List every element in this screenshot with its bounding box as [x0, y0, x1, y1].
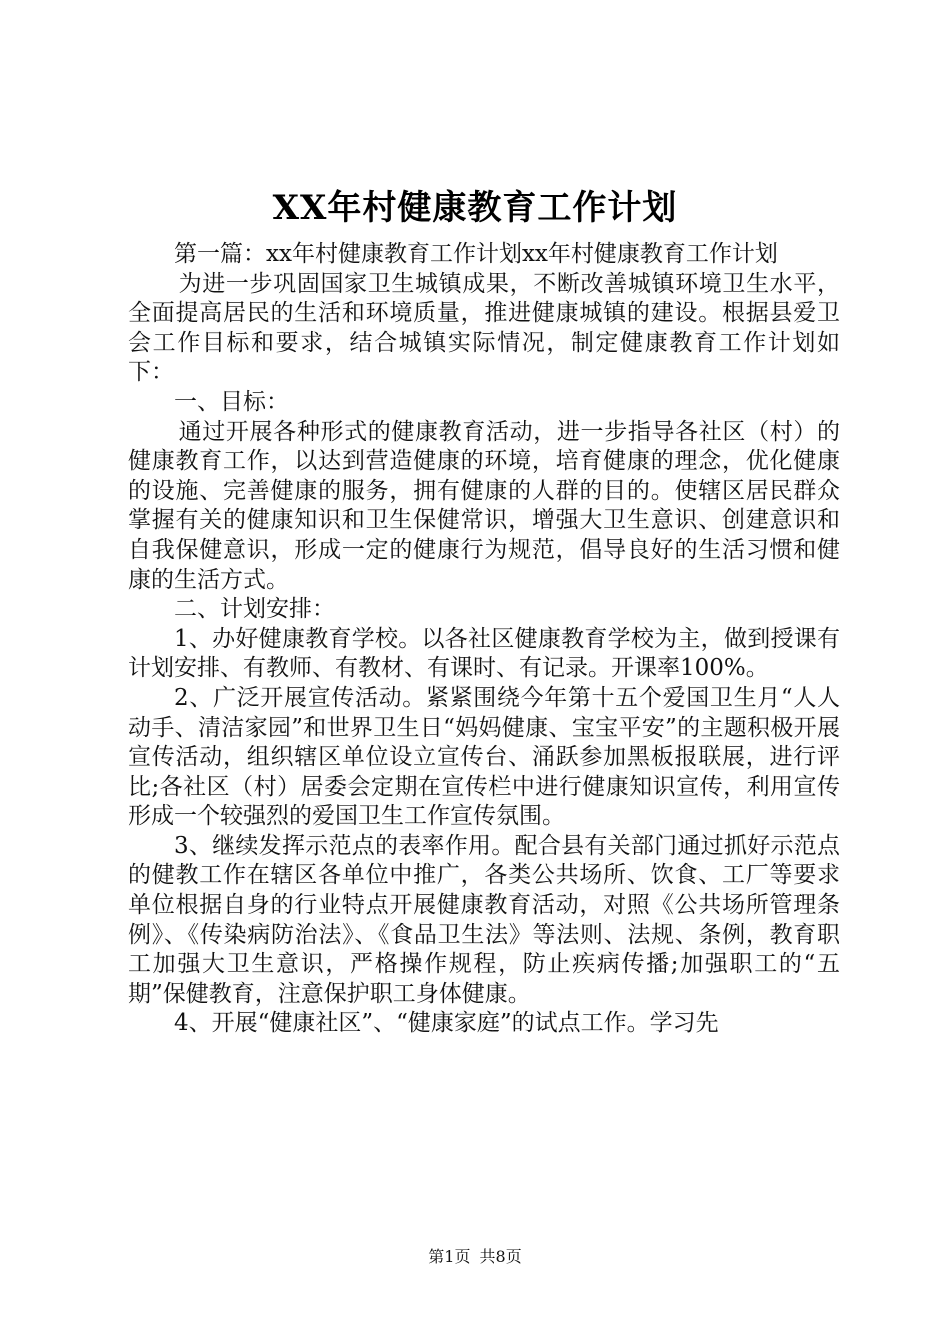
paragraph-item-4: 4、开展“健康社区”、“健康家庭”的试点工作。学习先: [174, 1010, 719, 1037]
paragraph-intro: 为进一步巩固国家卫生城镇成果，不断改善城镇环境卫生水平，全面提高居民的生活和环境质量，推进健康城镇的建设。根据县爱卫会工作目标和要求，结合城镇实际情况，制定健康教育工作计划如下：: [128, 270, 840, 386]
document-title: XX年村健康教育工作计划: [272, 188, 678, 228]
paragraph-item-2: 2、广泛开展宣传活动。紧紧围绕今年第十五个爱国卫生月“人人动手、清洁家园”和世界卫生日“妈妈健康、宝宝平安”的主题积极开展宣传活动，组织辖区单位设立宣传台、涌跃参加黑板报联展，进行评比;各社区（村）居委会定期在宣传栏中进行健康知识宣传，利用宣传形成一个较强烈的爱国卫生工作宣传氛围。: [128, 684, 840, 830]
page-number: 第1页: [428, 1247, 471, 1266]
section-heading-plan: 二、计划安排：: [174, 596, 335, 623]
paragraph-goals: 通过开展各种形式的健康教育活动，进一步指导各社区（村）的健康教育工作，以达到营造健康的环境，培育健康的理念，优化健康的设施、完善健康的服务，拥有健康的人群的目的。使辖区居民群众掌握有关的健康知识和卫生保健常识，增强大卫生意识、创建意识和自我保健意识，形成一定的健康行为规范，倡导良好的生活习惯和健康的生活方式。: [128, 418, 840, 593]
document-body: [128, 240, 840, 1039]
page-footer: [0, 1244, 950, 1267]
section-heading-goals: 一、目标：: [174, 388, 289, 415]
page-total: 共8页: [479, 1247, 522, 1266]
paragraph-item-1: 1、办好健康教育学校。以各社区健康教育学校为主，做到授课有计划安排、有教师、有教材、有课时、有记录。开课率100%。: [128, 625, 840, 682]
paragraph-subtitle: 第一篇：xx年村健康教育工作计划xx年村健康教育工作计划: [174, 241, 778, 267]
paragraph-item-3: 3、继续发挥示范点的表率作用。配合县有关部门通过抓好示范点的健教工作在辖区各单位中推广，各类公共场所、饮食、工厂等要求单位根据自身的行业特点开展健康教育活动，对照《公共场所管理条例》、《传染病防治法》、《食品卫生法》等法则、法规、条例，教育职工加强大卫生意识，严格操作规程，防止疾病传播;加强职工的“五期”保健教育，注意保护职工身体健康。: [128, 832, 840, 1007]
